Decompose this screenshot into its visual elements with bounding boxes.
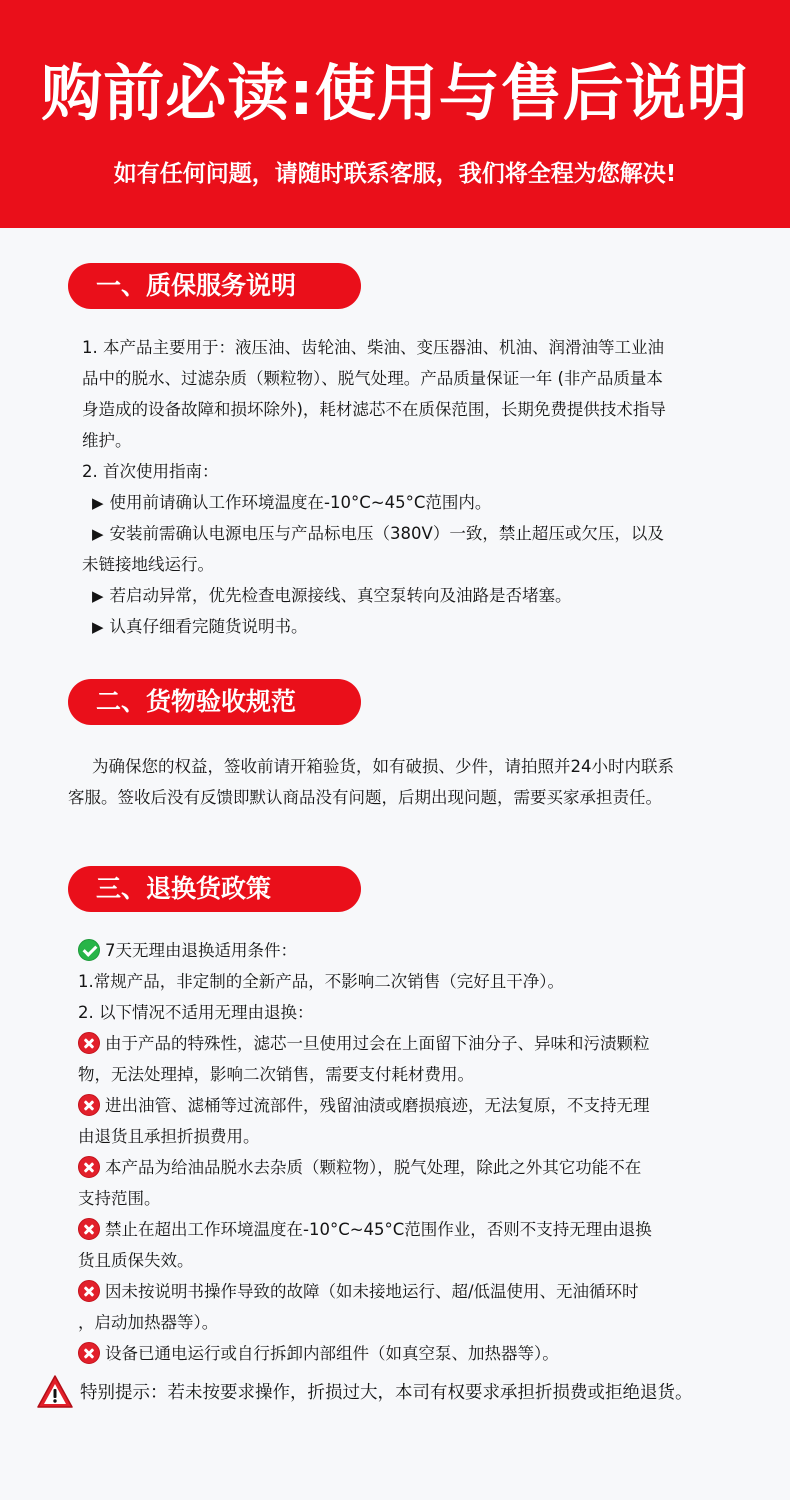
- page-subtitle: 如有任何问题，请随时联系客服，我们将全程为您解决!: [113, 161, 677, 187]
- x-circle-icon: [78, 1094, 100, 1116]
- list-item: 由于产品的特殊性，滤芯一旦使用过会在上面留下油分子、异味和污渍颗粒: [78, 1028, 650, 1059]
- check-circle-icon: [78, 939, 100, 961]
- paragraph-line: 1. 本产品主要用于：液压油、齿轮油、柴油、变压器油、机油、润滑油等工业油: [82, 338, 664, 357]
- list-item: 7天无理由退换适用条件：: [78, 935, 297, 966]
- paragraph-line: 未链接地线运行。: [82, 555, 214, 574]
- paragraph-line: 物，无法处理掉，影响二次销售，需要支付耗材费用。: [78, 1065, 474, 1084]
- list-item: ▶ 安装前需确认电源电压与产品标电压（380V）一致，禁止超压或欠压，以及: [92, 518, 664, 550]
- list-item: 因未按说明书操作导致的故障（如未接地运行、超/低温使用、无油循环时: [78, 1276, 639, 1307]
- section-heading-warranty: 一、质保服务说明: [68, 263, 361, 309]
- list-item: ▶ 若启动异常，优先检查电源接线、真空泵转向及油路是否堵塞。: [92, 580, 572, 612]
- notice-text: 特别提示：若未按要求操作，折损过大，本司有权要求承担折损费或拒绝退货。: [80, 1383, 693, 1403]
- list-item: 本产品为给油品脱水去杂质（颗粒物），脱气处理，除此之外其它功能不在: [78, 1152, 641, 1183]
- header-banner: [0, 0, 790, 228]
- section-heading-acceptance: 二、货物验收规范: [68, 679, 361, 725]
- list-item: 设备已通电运行或自行拆卸内部组件（如真空泵、加热器等）。: [78, 1338, 559, 1369]
- paragraph-line: 2. 首次使用指南：: [82, 462, 219, 481]
- section-heading-returns: 三、退换货政策: [68, 866, 361, 912]
- paragraph-line: 2. 以下情况不适用无理由退换：: [78, 1003, 314, 1022]
- x-circle-icon: [78, 1342, 100, 1364]
- page-title: 购前必读:使用与售后说明: [41, 58, 749, 129]
- paragraph-line: 为确保您的权益，签收前请开箱验货，如有破损、少件，请拍照并24小时内联系: [92, 757, 674, 776]
- triangle-bullet-icon: ▶: [92, 494, 104, 512]
- paragraph-line: ，启动加热器等）。: [78, 1313, 219, 1332]
- paragraph-line: 维护。: [82, 431, 132, 450]
- paragraph-line: 品中的脱水、过滤杂质（颗粒物）、脱气处理。产品质量保证一年 (非产品质量本: [82, 369, 663, 388]
- list-item: 禁止在超出工作环境温度在-10°C~45°C范围作业，否则不支持无理由退换: [78, 1214, 652, 1245]
- triangle-bullet-icon: ▶: [92, 525, 104, 543]
- paragraph-line: 客服。签收后没有反馈即默认商品没有问题，后期出现问题，需要买家承担责任。: [68, 788, 662, 807]
- paragraph-line: 支持范围。: [78, 1189, 161, 1208]
- x-circle-icon: [78, 1032, 100, 1054]
- paragraph-line: 身造成的设备故障和损坏除外)，耗材滤芯不在质保范围，长期免费提供技术指导: [82, 400, 666, 419]
- warning-triangle-icon: [36, 1374, 74, 1410]
- list-item: ▶ 使用前请确认工作环境温度在-10°C~45°C范围内。: [92, 487, 491, 519]
- x-circle-icon: [78, 1156, 100, 1178]
- triangle-bullet-icon: ▶: [92, 587, 104, 605]
- list-item: 进出油管、滤桶等过流部件，残留油渍或磨损痕迹，无法复原，不支持无理: [78, 1090, 650, 1121]
- paragraph-line: 1.常规产品，非定制的全新产品，不影响二次销售（完好且干净）。: [78, 972, 564, 991]
- x-circle-icon: [78, 1218, 100, 1240]
- triangle-bullet-icon: ▶: [92, 618, 104, 636]
- x-circle-icon: [78, 1280, 100, 1302]
- list-item: ▶ 认真仔细看完随货说明书。: [92, 611, 308, 643]
- paragraph-line: 由退货且承担折损费用。: [78, 1127, 260, 1146]
- paragraph-line: 货且质保失效。: [78, 1251, 194, 1270]
